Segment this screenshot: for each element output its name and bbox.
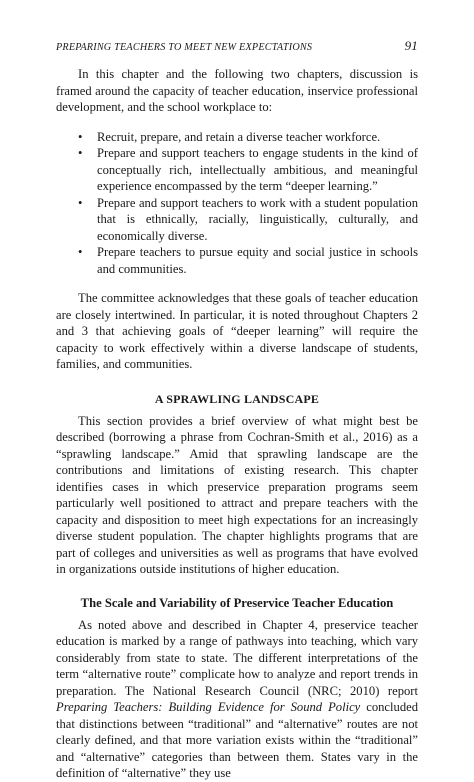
subsection-paragraph bbox=[56, 617, 418, 782]
spacer bbox=[56, 373, 418, 391]
list-item bbox=[78, 129, 418, 146]
bullet-icon: • bbox=[78, 245, 83, 259]
list-item-text: Prepare teachers to pursue equity and social justice in schools and communities. bbox=[97, 245, 418, 276]
page-number: 91 bbox=[404, 38, 418, 53]
report-title: Preparing Teachers: Building Evidence for Sound Policy bbox=[56, 700, 361, 714]
intro-paragraph: In this chapter and the following two chapters, discussion is framed around the capacity of teacher education, inservice professional development, and the school workplace to: bbox=[56, 67, 418, 114]
list-item-text: Prepare and support teachers to work with a student population that is ethnically, racially, linguistically, culturally, and economically diverse. bbox=[97, 195, 418, 243]
subsection-heading: The Scale and Variability of Preservice Teacher Education bbox=[80, 595, 394, 610]
paragraph-text: concluded that distinctions between “traditional” and “alternative” routes are not clearly defined, and that more variation exists within the “traditional” and “alternative” categories than between them. States vary in the definition of “alternative” they use bbox=[56, 700, 418, 780]
running-head bbox=[56, 38, 418, 56]
list-item-text: Prepare and support teachers to engage students in the kind of conceptually rich, intellectually ambitious, and meaningful experience encompassed by the term “deeper learning.” bbox=[97, 146, 418, 193]
list-item bbox=[78, 244, 418, 277]
paragraph-text: As noted above and described in Chapter 4, preservice teacher education is marked by a range of pathways into teaching, which vary considerably from state to state. The different interpretations of the term “alternative route” complicate how to analyze and report trends in preparation. The National Research Council (NRC; 2010) report bbox=[56, 617, 418, 698]
bullet-icon: • bbox=[78, 146, 83, 160]
list-item bbox=[78, 145, 418, 195]
goals-list bbox=[78, 129, 418, 278]
section-heading: A SPRAWLING LANDSCAPE bbox=[154, 391, 320, 406]
bullet-icon: • bbox=[78, 129, 83, 144]
committee-paragraph: The committee acknowledges that these goals of teacher education are closely intertwined. In particular, it is noted throughout Chapters 2 and 3 that achieving goals of “deeper learning” will require the capacity to work effectively within a diverse landscape of students, families, and communities. bbox=[56, 291, 418, 371]
running-head-title: PREPARING TEACHERS TO MEET NEW EXPECTATIONS bbox=[56, 42, 313, 53]
bullet-icon: • bbox=[78, 195, 83, 210]
list-item bbox=[78, 195, 418, 245]
spacer bbox=[56, 578, 418, 595]
section-paragraph: This section provides a brief overview of what might best be described (borrowing a phrase from Cochran-Smith et al., 2016) as a “sprawling landscape.” Amid that sprawling landscape are the contributions and limitations of existing research. This chapter identifies cases in which preservice preparation programs seem particularly well positioned to attract and prepare teachers with the capacity and disposition to meet high expectations for an increasingly diverse student population. The chapter highlights programs that are part of colleges and universities as well as programs that have evolved in organizations outside institutions of higher education. bbox=[56, 413, 418, 576]
list-item-text: Recruit, prepare, and retain a diverse teacher workforce. bbox=[97, 129, 381, 144]
